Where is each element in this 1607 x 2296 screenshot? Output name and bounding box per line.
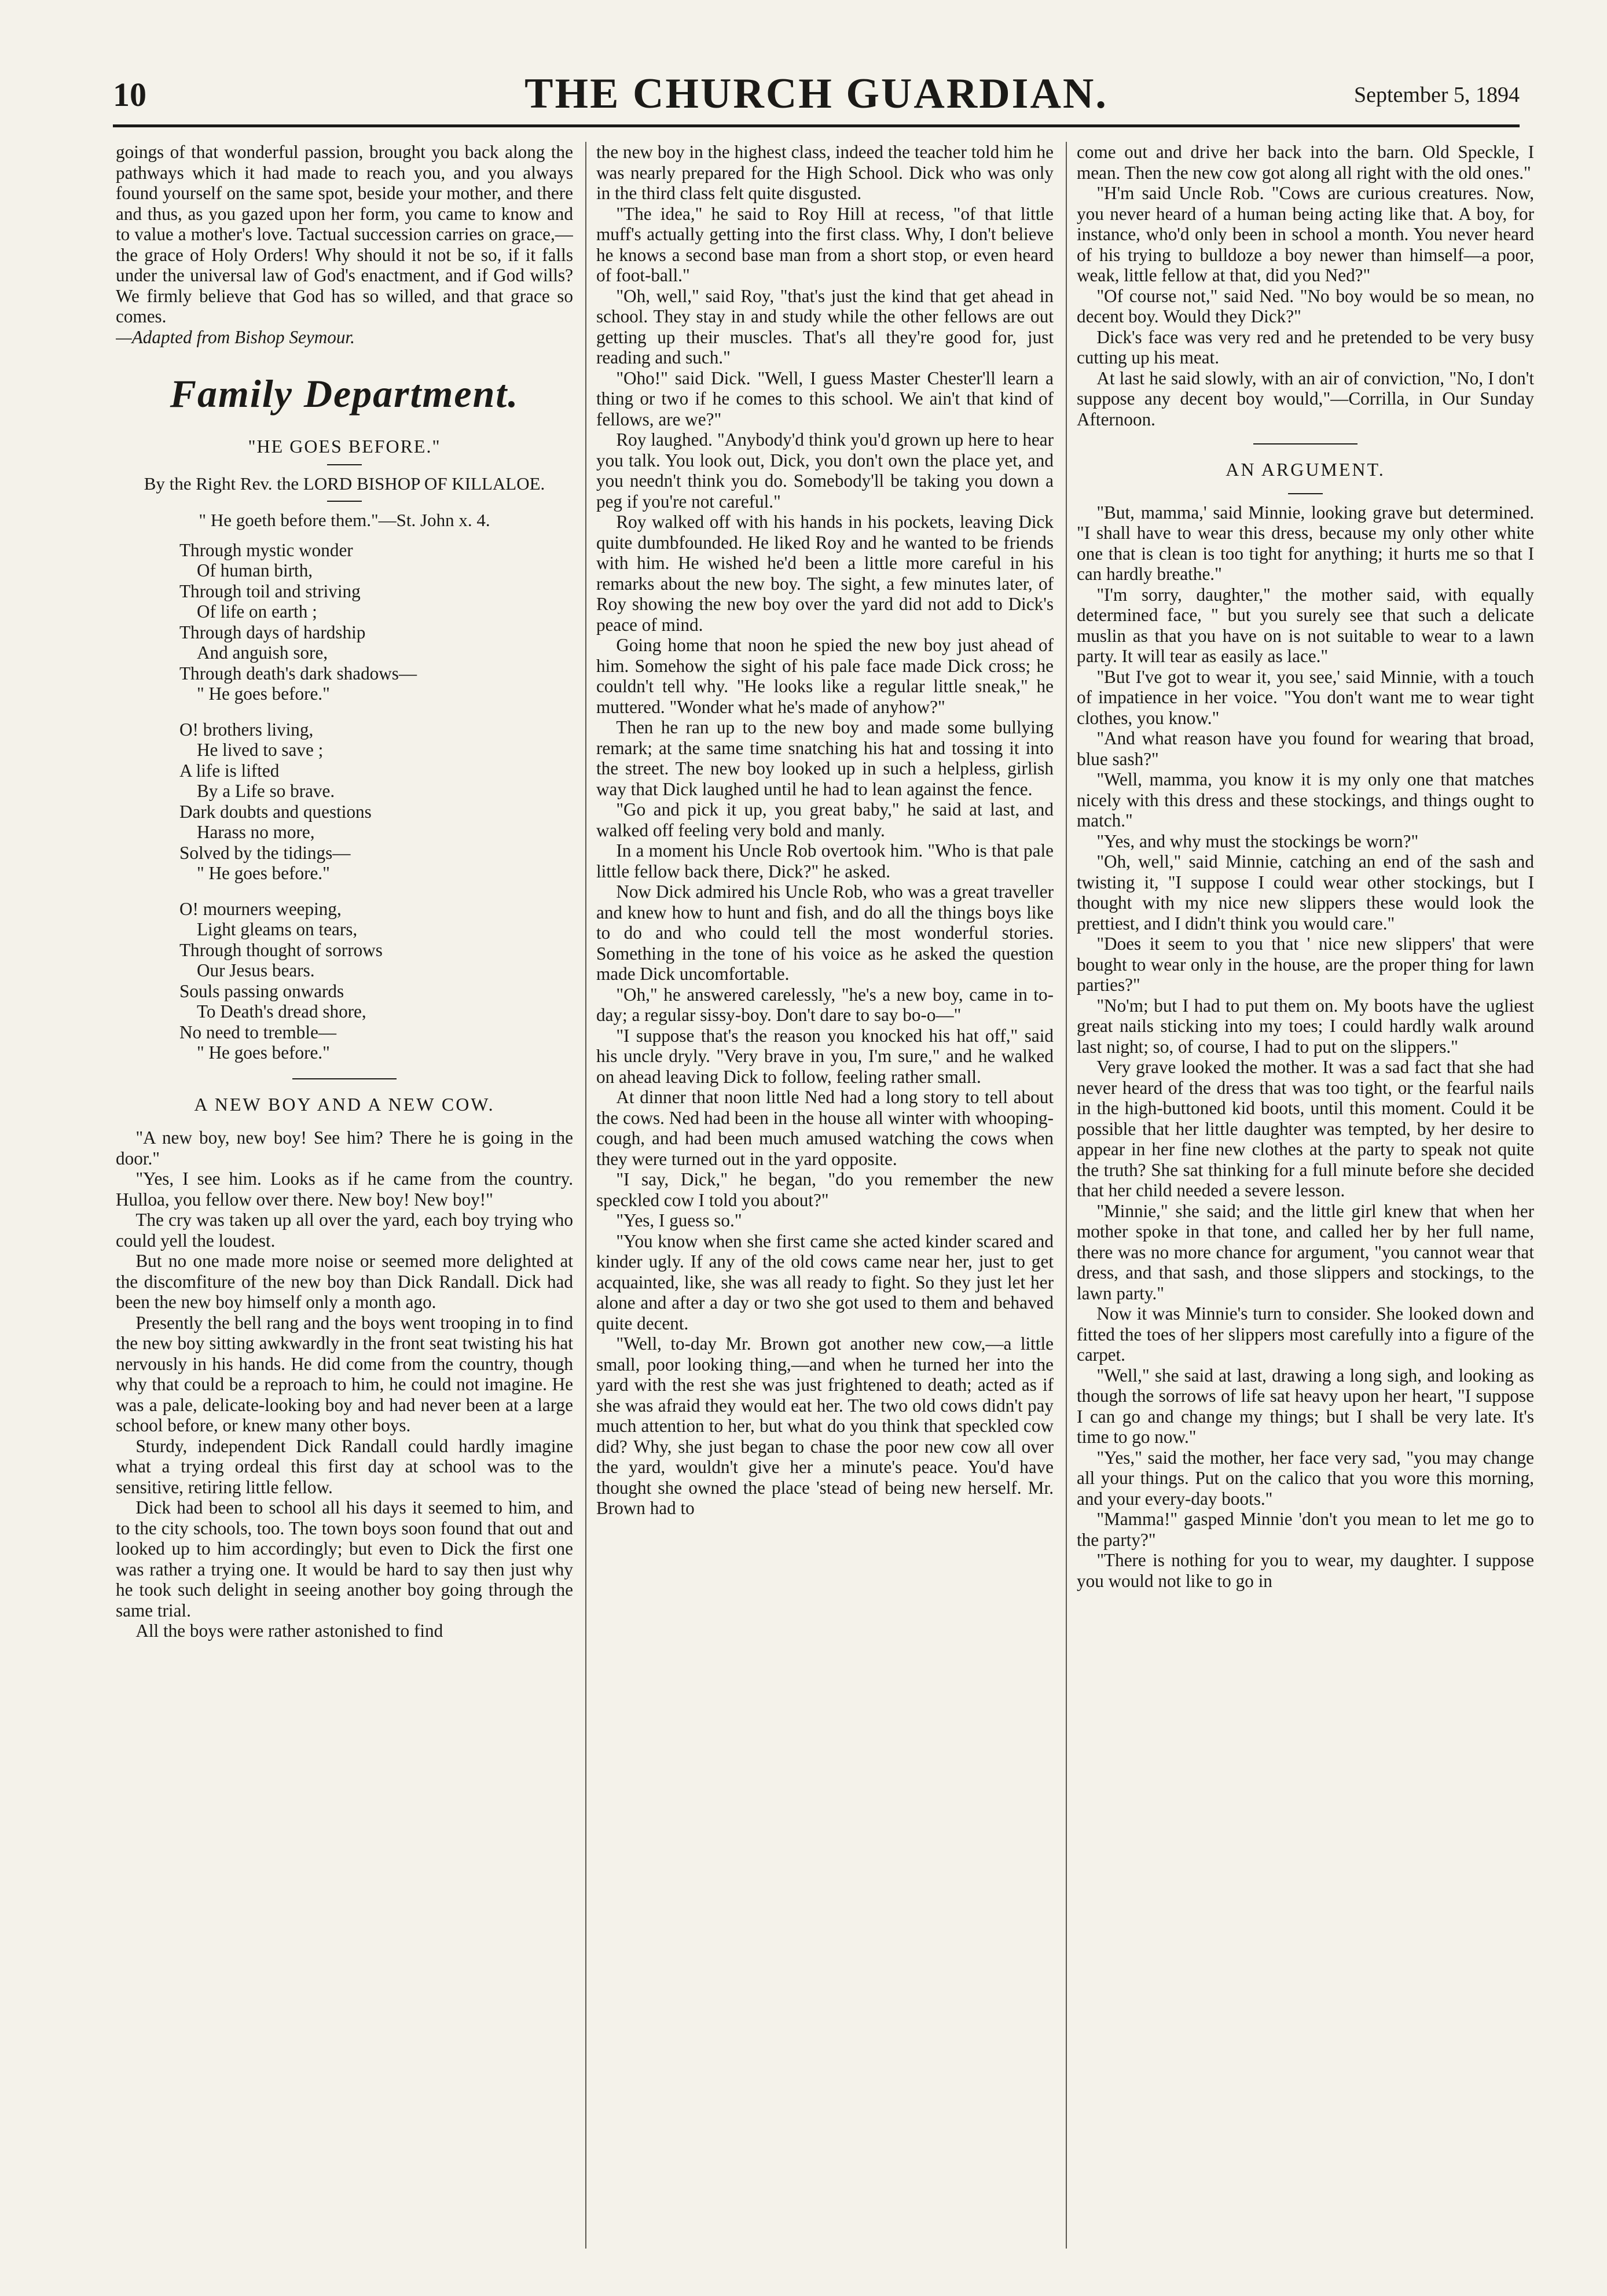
divider [1288,493,1323,494]
article-paragraph: "But, mamma,' said Minnie, looking grave but determined. "I shall have to wear this dress, because my only other white one that is clean is too tight for anything; it hurts me so that I can hardly breathe." [1077,502,1534,584]
masthead [113,69,1520,124]
article-paragraph: "You know when she first came she acted kinder scared and kinder ugly. If any of the old cows came near her, just to get acquainted, like, she was all ready to fight. So they just let her alone and after a day or two she got used to them and behaved quite decent. [596,1230,1054,1333]
article-paragraph: "No'm; but I had to put them on. My boots have the ugliest great nails sticking into my toes; I could hardly walk around last night; so, of course, I had to put on the slippers." [1077,995,1534,1057]
article-paragraph: "H'm said Uncle Rob. "Cows are curious creatures. Now, you never heard of a human being acting like that. A boy, for instance, who'd only been in school a month. You never heard of his trying to bulldoze a boy newer than himself—a poor, weak, little fellow at that, did you Ned?" [1077,183,1534,285]
article-paragraph: "Oh, well," said Minnie, catching an end of the sash and twisting it, "I suppose I could wear other stockings, but I thought with my nice new slippers these would look the prettiest, and I didn't think you would care." [1077,851,1534,934]
article-paragraph: Going home that noon he spied the new boy just ahead of him. Somehow the sight of his pale face made Dick cross; he couldn't tell why. "He looks like a regular little sneak," he muttered. "Wonder what he's made of anyhow?" [596,635,1054,717]
article-paragraph: Now it was Minnie's turn to consider. She looked down and fitted the toes of her slippers most carefully into a figure of the carpet. [1077,1303,1534,1365]
poem-line: No need to tremble— [179,1022,337,1042]
article-paragraph: All the boys were rather astonished to find [135,1621,443,1641]
article-paragraph: "But I've got to wear it, you see,' said Minnie, with a touch of impatience in her voice. "You don't want me to wear tight clothes, you know." [1077,666,1534,728]
divider [327,501,362,502]
poem-line: Solved by the tidings— [179,842,351,863]
article-paragraph: "Oh, well," said Roy, "that's just the kind that get ahead in school. They stay in and study while the other fellows are out getting up their muscles. That's all they're good for, just reading and such." [596,285,1054,368]
article-paragraph: In a moment his Uncle Rob overtook him. "Who is that pale little fellow back there, Dick?" he asked. [596,840,1054,881]
poem-title: "HE GOES BEFORE." [248,436,441,457]
article-paragraph: "I say, Dick," he began, "do you remember the new speckled cow I told you about?" [596,1169,1054,1210]
poem-line: A life is lifted [179,760,280,781]
poem-stanza [179,719,573,884]
article-paragraph: "Minnie," she said; and the little girl knew that when her mother spoke in that tone, and called her by her full name, there was no more chance for argument, "you cannot wear that dress, and that sash, and those slippers and stockings, to the lawn party." [1077,1200,1534,1303]
poem-line: And anguish sore, [197,642,328,663]
column-divider [585,142,586,2249]
poem-line: Souls passing onwards [179,980,344,1001]
poem-line: Through death's dark shadows— [179,663,417,684]
poem-line: O! brothers living, [179,719,314,740]
poem-line: Through thought of sorrows [179,939,383,960]
article-paragraph: "Yes, and why must the stockings be worn?" [1096,831,1419,851]
article-paragraph: "Well, mamma, you know it is my only one that matches nicely with this dress and these stockings, and things ought to match." [1077,769,1534,831]
article-paragraph: Very grave looked the mother. It was a sad fact that she had never heard of the dress that was too tight, or the fearful nails in the high-buttoned kid boots, until this moment. Could it be possible that her little daughter was tempted, by her desire to appear in her fine new clothes at the party to speak not quite the truth? She sat thinking for a full minute before she decided that her child needed a severe lesson. [1077,1057,1534,1200]
poem-line: O! mourners weeping, [179,898,342,919]
poem-line: " He goes before." [197,863,330,883]
article-paragraph: Dick had been to school all his days it seemed to him, and to the city schools, too. The town boys soon found that out and looked up to him accordingly; but even to Dick the first one was rather a trying one. It would be hard to say then just why he took such delight in seeing another boy going through the same trial. [116,1497,573,1621]
poem-line: Our Jesus bears. [197,960,315,980]
article-paragraph: "A new boy, new boy! See him? There he is going in the door." [116,1127,573,1169]
poem-line: " He goes before." [197,1042,330,1063]
article-paragraph: At dinner that noon little Ned had a long story to tell about the cows. Ned had been in the house all winter with whooping-cough, and had been much amused watching the cows when they were turned out in the yard opposite. [596,1087,1054,1169]
article-title: AN ARGUMENT. [1226,459,1385,480]
poem-line: Light gleams on tears, [197,919,358,939]
article-paragraph: "Mamma!" gasped Minnie 'don't you mean to let me go to the party?" [1077,1509,1534,1550]
newspaper-title: THE CHURCH GUARDIAN. [524,70,1108,117]
article-paragraph: Now Dick admired his Uncle Rob, who was a great traveller and knew how to hunt and fish, and do all the things boys like to do and who could tell the most wonderful stories. Something in the tone of his voice as he asked the question made Dick uncomfortable. [596,881,1054,984]
article-paragraph: "Of course not," said Ned. "No boy would be so mean, no decent boy. Would they Dick?" [1077,285,1534,326]
article-paragraph: "Yes, I see him. Looks as if he came from the country. Hulloa, you fellow over there. New boy! New boy!" [116,1169,573,1210]
poem-line: He lived to save ; [197,740,324,760]
article-paragraph: Sturdy, independent Dick Randall could hardly imagine what a trying ordeal this first day at school was to the sensitive, retiring little fellow. [116,1435,573,1497]
article-paragraph: "Well, to-day Mr. Brown got another new cow,—a little small, poor looking thing,—and when he turned her into the yard with the rest she was just frightened to death; acted as if she was afraid they would eat her. The two old cows didn't pay much attention to her, but what do you think that speckled cow did? Why, she just began to chase the poor new cow all over the yard, wouldn't give her a minute's peace. You'd have thought she owned the place 'stead of being new herself. Mr. Brown had to [596,1333,1054,1518]
article-paragraph: "There is nothing for you to wear, my daughter. I suppose you would not like to go in [1077,1550,1534,1591]
section-divider [1253,443,1357,444]
poem-line: Harass no more, [197,822,315,842]
article-paragraph: Presently the bell rang and the boys went trooping in to find the new boy sitting awkwardly in the front seat twisting his hat nervously in his hands. He did come from the country, though why that could be a reproach to him, he could not imagine. He was a pale, delicate-looking boy and had never been at a large school before, or knew many other boys. [116,1312,573,1435]
column-2 [596,142,1054,2260]
article-paragraph: "I suppose that's the reason you knocked his hat off," said his uncle dryly. "Very brave in you, I'm sure," and he walked on ahead leaving Dick to follow, feeling rather small. [596,1025,1054,1087]
poem-epigraph: " He goeth before them."—St. John x. 4. [199,510,490,530]
poem-stanza [179,540,573,704]
poem-line: Through mystic wonder [179,539,353,560]
intro-paragraph: goings of that wonderful passion, brought you back along the pathways which it had made to reach you, and you always found yourself on the same spot, beside your mother, and there and thus, as you gazed upon her form, you came to know and to value a mother's love. Tactual succession carries on grace,—the grace of Holy Orders! Why should it not be so, if it falls under the universal law of God's enactment, and if God wills? We firmly believe that God has so willed, and that grace so comes. [116,142,573,326]
article-paragraph: At last he said slowly, with an air of conviction, "No, I don't suppose any decent boy would,"—Corrilla, in Our Sunday Afternoon. [1077,368,1534,429]
poem-line: " He goes before." [197,684,330,704]
article-paragraph: "I'm sorry, daughter," the mother said, with equally determined face, " but you surely see that such a delicate muslin as that you have on is not suitable to wear to a lawn party. It will tear as easily as lace." [1077,584,1534,666]
column-1 [116,142,573,2260]
column-3 [1077,142,1534,2260]
article-paragraph: "And what reason have you found for wearing that broad, blue sash?" [1077,728,1534,769]
article-paragraph: Dick's face was very red and he pretended to be very busy cutting up his meat. [1077,326,1534,368]
poem-line: To Death's dread shore, [197,1001,366,1022]
poem-line: Through toil and striving [179,581,361,601]
article-paragraph: "Well," she said at last, drawing a long sigh, and looking as though the sorrows of life sat heavy upon her heart, "I suppose I can go and change my things; but I shall be very late. It's time to go now." [1077,1365,1534,1447]
header-rule [113,124,1520,127]
article-paragraph: But no one made more noise or seemed more delighted at the discomfiture of the new boy than Dick Randall. Dick had been the new boy himself only a month ago. [116,1251,573,1312]
poem-byline: By the Right Rev. the LORD BISHOP OF KILLALOE. [144,473,545,494]
article-paragraph: "Oho!" said Dick. "Well, I guess Master Chester'll learn a thing or two if he comes to this school. We ain't that kind of fellows, are we?" [596,368,1054,429]
poem-line: Of human birth, [197,560,313,581]
poem-line: Through days of hardship [179,622,366,642]
poem-stanza [179,899,573,1063]
intro-attribution: —Adapted from Bishop Seymour. [116,326,355,347]
article-paragraph: "Go and pick it up, you great baby," he said at last, and walked off feeling very bold and manly. [596,799,1054,840]
article-paragraph: The cry was taken up all over the yard, each boy trying who could yell the loudest. [116,1210,573,1251]
poem-line: Of life on earth ; [197,601,317,622]
article-paragraph: "Oh," he answered carelessly, "he's a new boy, came in to-day; a regular sissy-boy. Don't dare to say bo-o—" [596,984,1054,1025]
article-paragraph: the new boy in the highest class, indeed the teacher told him he was nearly prepared for the High School. Dick who was only in the third class felt quite disgusted. [596,142,1054,203]
issue-date: September 5, 1894 [1353,83,1520,107]
section-divider [292,1078,397,1079]
article-paragraph: "The idea," he said to Roy Hill at recess, "of that little muff's actually getting into the first class. Why, I don't believe he knows a second base man from a short stop, or even heard of foot-ball." [596,203,1054,285]
article-paragraph: "Does it seem to you that ' nice new slippers' that were bought to wear only in the house, are the proper thing for lawn parties?" [1077,934,1534,995]
divider [327,464,362,465]
page-number: 10 [113,76,146,113]
article-paragraph: "Yes," said the mother, her face very sad, "you may change all your things. Put on the calico that you wore this morning, and your every-day boots." [1077,1447,1534,1509]
article-paragraph: come out and drive her back into the barn. Old Speckle, I mean. Then the new cow got along all right with the old ones." [1077,142,1534,183]
article-title: A NEW BOY AND A NEW COW. [194,1093,495,1115]
column-divider [1066,142,1067,2249]
department-heading: Family Department. [170,372,519,416]
article-paragraph: Roy laughed. "Anybody'd think you'd grown up here to hear you talk. You look out, Dick, you don't own the place yet, and you needn't think you do. Somebody'll be taking you down a peg if you're not careful." [596,429,1054,512]
article-paragraph: Roy walked off with his hands in his pockets, leaving Dick quite dumbfounded. He liked Roy and he wanted to be friends with him. He wished he'd been a little more careful in his remarks about the new boy. The sight, a few minutes later, of Roy showing the new boy over the yard did not add to Dick's peace of mind. [596,512,1054,635]
poem-line: Dark doubts and questions [179,801,372,822]
poem-line: By a Life so brave. [197,781,335,801]
article-paragraph: "Yes, I guess so." [616,1210,742,1230]
article-paragraph: Then he ran up to the new boy and made some bullying remark; at the same time snatching his hat and tossing it into the street. The new boy looked up in such a helpless, girlish way that Dick laughed until he had to lean against the fence. [596,717,1054,799]
